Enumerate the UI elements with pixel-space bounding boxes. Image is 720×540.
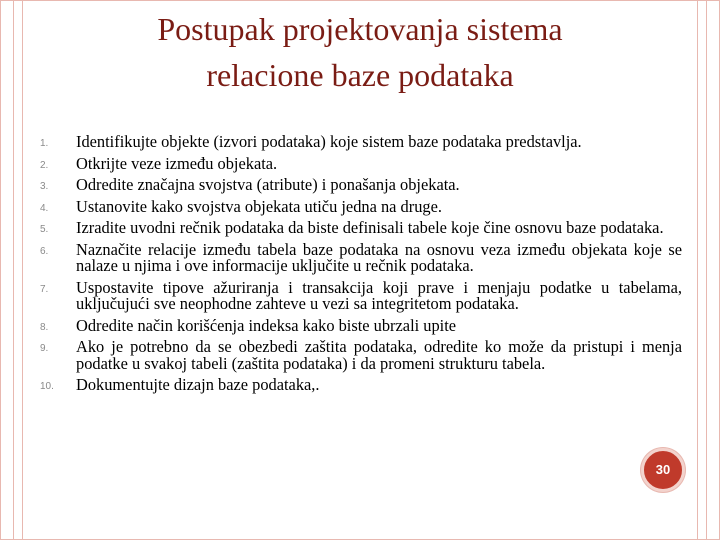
step-item: [40, 315, 682, 335]
step-text: Izradite uvodni rečnik podataka da biste definisali tabele koje čine osnovu baze podataka.: [76, 218, 664, 238]
step-item: [40, 239, 682, 276]
step-item: [40, 177, 682, 193]
slide-title: [40, 6, 680, 98]
step-text: Otkrijte veze između objekata.: [76, 153, 278, 173]
step-item: [40, 377, 682, 393]
step-text: Ako je potrebno da se obezbedi zaštita podataka, odredite ko može da pristupi i menja podatke u svakoj tabeli (zaštita podataka) i da promeni strukturu tabela.: [76, 337, 682, 373]
step-text: Uspostavite tipove ažuriranja i transakcija koji prave i menjaju podatke u tabelama, uključujući sve neophodne zahteve u vezi sa integritetom podataka.: [76, 277, 682, 314]
step-text: Dokumentujte dizajn baze podataka,.: [76, 375, 320, 395]
step-number: 5.: [40, 224, 49, 236]
step-text: Naznačite relacije između tabela baze podataka na osnovu veza između objekata koje se nalaze u njima i ove informacije uključite u rečnik podataka.: [76, 239, 682, 276]
step-item: [40, 339, 682, 372]
step-number: 9.: [40, 343, 49, 355]
step-number: 6.: [40, 245, 49, 257]
step-text: Ustanovite kako svojstva objekata utiču jedna na druge.: [76, 196, 442, 216]
step-item: [40, 134, 682, 150]
slide-title-line-2: relacione baze podataka: [206, 57, 514, 93]
step-number: 7.: [40, 283, 49, 295]
step-text: Identifikujte objekte (izvori podataka) koje sistem baze podataka predstavlja.: [76, 132, 582, 151]
left-decorative-stripe: [13, 0, 23, 540]
step-item: [40, 220, 682, 236]
right-decorative-stripe: [697, 0, 707, 540]
page-number-badge: 30: [641, 448, 685, 492]
step-number: 2.: [40, 159, 49, 171]
step-item: [40, 196, 682, 216]
step-text: Odredite značajna svojstva (atribute) i ponašanja objekata.: [76, 175, 460, 195]
step-number: 8.: [40, 321, 49, 333]
steps-list: [40, 134, 682, 399]
step-item: [40, 153, 682, 173]
slide-title-line-1: Postupak projektovanja sistema: [157, 11, 563, 47]
step-number: 4.: [40, 202, 49, 214]
step-text: Odredite način korišćenja indeksa kako biste ubrzali upite: [76, 315, 457, 335]
step-number: 10.: [40, 381, 54, 393]
step-number: 3.: [40, 181, 49, 193]
step-number: 1.: [40, 138, 49, 149]
step-item: [40, 277, 682, 314]
